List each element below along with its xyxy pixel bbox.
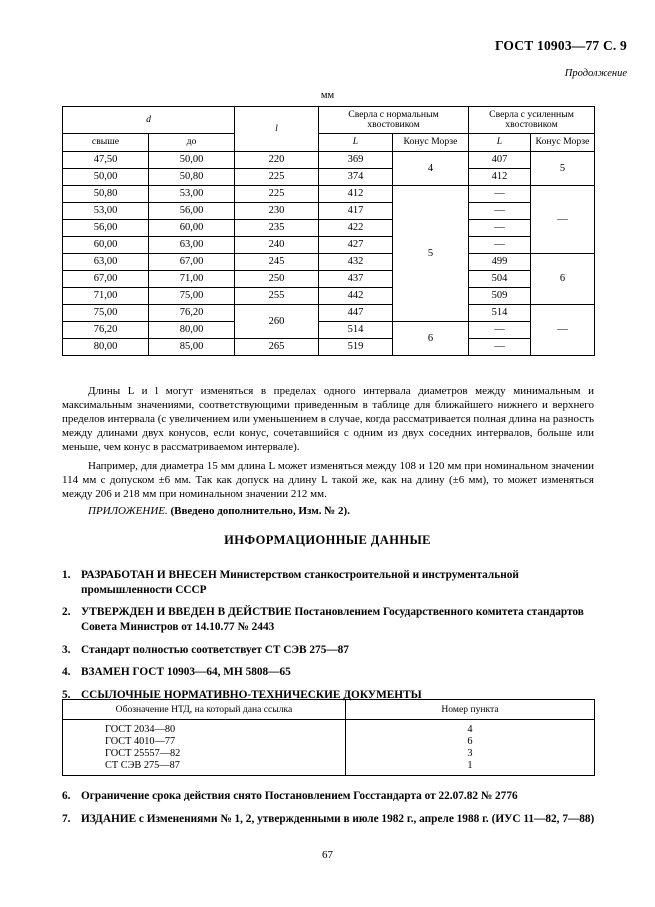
cell-L-normal: 422 [319,219,393,236]
table-row [63,168,595,185]
info-item-text: ВЗАМЕН ГОСТ 10903—64, МН 5808—65 [81,666,291,679]
info-item-number: 2. [62,606,71,619]
cell-L-reinforced: 407 [469,151,531,168]
info-item-text: Стандарт полностью соответствует СТ СЭВ 275—87 [81,643,349,656]
cell-l: 255 [235,287,319,304]
info-item-text: РАЗРАБОТАН И ВНЕСЕН Министерством станкостроительной и инструментальной промышленности СССР [81,569,519,596]
cell-d-to: 75,00 [149,287,235,304]
page-header-standard-ref: ГОСТ 10903—77 С. 9 [494,38,627,53]
ref-document-designation: СТ СЭВ 275—87 [63,760,346,776]
cell-l: 240 [235,236,319,253]
cell-morse-reinforced: 6 [531,253,595,304]
cell-L-reinforced: 499 [469,253,531,270]
cell-L-reinforced: 504 [469,270,531,287]
info-item-number: 5. [62,689,71,702]
cell-d-from: 50,00 [63,168,149,185]
drill-dimensions-table [62,106,594,356]
cell-d-to: 80,00 [149,321,235,338]
ref-table-row [63,720,595,736]
cell-L-normal: 514 [319,321,393,338]
ref-document-designation: ГОСТ 2034—80 [63,720,346,736]
header-svyshe: свыше [63,134,149,151]
cell-L-reinforced: — [469,219,531,236]
cell-morse-normal: 5 [393,185,469,321]
page-number: 67 [322,849,333,861]
cell-L-normal: 417 [319,202,393,219]
cell-L-normal: 432 [319,253,393,270]
ref-document-designation: ГОСТ 25557—82 [63,748,346,760]
cell-morse-normal: 6 [393,321,469,355]
table-header-row-1 [63,107,595,134]
header-L-reinforced: L [469,134,531,151]
info-item [62,665,602,680]
cell-l: 225 [235,185,319,202]
header-morse-normal: Конус Морзе [393,134,469,151]
cell-morse-reinforced: — [531,185,595,253]
cell-L-reinforced: — [469,236,531,253]
tail-items-list [62,789,602,834]
table-row [63,219,595,236]
info-item [62,643,602,658]
cell-L-reinforced: — [469,202,531,219]
ref-clause-number: 4 [346,720,595,736]
header-normal-shank: Сверла с нормальным хвостовиком [319,107,469,134]
unit-label: мм [320,90,335,101]
cell-morse-reinforced: 5 [531,151,595,185]
cell-d-to: 85,00 [149,338,235,355]
cell-L-normal: 427 [319,236,393,253]
note-paragraph-1 [62,385,594,455]
table-row [63,185,595,202]
cell-d-from: 56,00 [63,219,149,236]
table-row [63,202,595,219]
continued-label: Продолжение [564,68,627,79]
appendix-note: (Введено дополнительно, Изм. № 2). [170,505,350,517]
cell-L-normal: 442 [319,287,393,304]
cell-l: 250 [235,270,319,287]
header-morse-reinforced: Конус Морзе [531,134,595,151]
cell-d-from: 60,00 [63,236,149,253]
cell-L-reinforced: — [469,321,531,338]
tail-item [62,812,602,827]
table-row [63,304,595,321]
cell-d-from: 47,50 [63,151,149,168]
ref-table-row [63,760,595,776]
table-row [63,253,595,270]
cell-d-to: 50,00 [149,151,235,168]
cell-L-reinforced: 412 [469,168,531,185]
cell-morse-reinforced: — [531,304,595,355]
cell-d-from: 71,00 [63,287,149,304]
cell-L-reinforced: 509 [469,287,531,304]
cell-L-reinforced: — [469,185,531,202]
table-row [63,151,595,168]
info-item [62,605,602,634]
tail-item-number: 7. [62,812,71,825]
cell-d-to: 67,00 [149,253,235,270]
header-reinforced-shank: Сверла с усиленным хвостовиком [469,107,595,134]
table-row [63,236,595,253]
cell-l: 260 [235,304,319,338]
cell-L-normal: 437 [319,270,393,287]
cell-l: 220 [235,151,319,168]
cell-l: 230 [235,202,319,219]
tail-item-text: Ограничение срока действия снято Постановлением Госстандарта от 22.07.82 № 2776 [81,790,518,802]
table-row [63,321,595,338]
table-header-row-2 [63,134,595,151]
tail-item [62,789,602,804]
note-paragraph-3 [62,505,594,519]
header-l: l [235,107,319,152]
header-L-normal: L [319,134,393,151]
cell-d-to: 50,80 [149,168,235,185]
cell-d-from: 80,00 [63,338,149,355]
ref-table-row [63,748,595,760]
cell-L-normal: 447 [319,304,393,321]
cell-L-reinforced: — [469,338,531,355]
cell-morse-normal: 4 [393,151,469,185]
reference-documents-table [62,699,594,776]
info-item-number: 1. [62,569,71,581]
ref-document-designation: ГОСТ 4010—77 [63,736,346,748]
cell-d-from: 67,00 [63,270,149,287]
ref-clause-number: 3 [346,748,595,760]
ref-header-document: Обозначение НТД, на который дана ссылка [63,700,346,720]
cell-d-to: 53,00 [149,185,235,202]
cell-L-reinforced: 514 [469,304,531,321]
table-row [63,287,595,304]
cell-d-to: 76,20 [149,304,235,321]
table-row [63,270,595,287]
cell-d-to: 56,00 [149,202,235,219]
header-d: d [63,107,235,134]
info-item-number: 3. [62,643,71,656]
ref-clause-number: 1 [346,760,595,776]
info-item [62,568,602,597]
main-table [62,106,595,356]
note-paragraph-2 [62,460,594,502]
cell-l: 265 [235,338,319,355]
ref-table-body [63,720,595,776]
cell-L-normal: 519 [319,338,393,355]
info-item-text: УТВЕРЖДЕН И ВВЕДЕН В ДЕЙСТВИЕ Постановлением Государственного комитета стандартов Совета Министров от 14.10.77 № 2443 [81,606,584,634]
tail-item-number: 6. [62,790,71,802]
ref-clause-number: 6 [346,736,595,748]
cell-L-normal: 374 [319,168,393,185]
info-section-title: ИНФОРМАЦИОННЫЕ ДАННЫЕ [224,533,431,547]
info-item-number: 4. [62,666,71,679]
info-items-list [62,568,602,711]
cell-d-to: 63,00 [149,236,235,253]
cell-d-from: 63,00 [63,253,149,270]
cell-d-from: 53,00 [63,202,149,219]
cell-d-to: 71,00 [149,270,235,287]
header-do: до [149,134,235,151]
table-row [63,338,595,355]
cell-L-normal: 412 [319,185,393,202]
appendix-label: ПРИЛОЖЕНИЕ. [88,505,168,517]
cell-l: 225 [235,168,319,185]
ref-table-header-row [63,700,595,720]
paragraph-2-text: Например, для диаметра 15 мм длина L может изменяться между 108 и 120 мм при номинальном значении 114 мм с допуском ±6 мм. Так как допуск на длину L такой же, как на длину (±6 мм), то может изменяться между 206 и 218 мм при номинальном значении 212 мм. [62,460,594,500]
tail-item-text: ИЗДАНИЕ с Изменениями № 1, 2, утвержденными в июле 1982 г., апреле 1988 г. (ИУС 11—82, 7—88) [81,812,595,825]
ref-table-row [63,736,595,748]
main-table-body [63,151,595,355]
info-item-text: ССЫЛОЧНЫЕ НОРМАТИВНО-ТЕХНИЧЕСКИЕ ДОКУМЕНТЫ [81,689,422,702]
ref-table [62,699,595,776]
paragraph-1-text: Длины L и l могут изменяться в пределах одного интервала диаметров между минимальным и максимальным значениями, соответствующими приведенным в таблице для ближайшего нижнего и верхнего пределов интервала (с увеличением или уменьшением в случае, когда рассматривается полная длина на разность между длинами двух конусов, если конус, сочетавшийся с одним из двух соседних интервалов, больше или меньше, чем конус в рассматриваемом интервале). [62,385,594,453]
cell-d-to: 60,00 [149,219,235,236]
cell-d-from: 76,20 [63,321,149,338]
appendix-line [62,505,594,519]
cell-L-normal: 369 [319,151,393,168]
cell-d-from: 50,80 [63,185,149,202]
cell-l: 245 [235,253,319,270]
cell-d-from: 75,00 [63,304,149,321]
ref-header-clause: Номер пункта [346,700,595,720]
cell-l: 235 [235,219,319,236]
